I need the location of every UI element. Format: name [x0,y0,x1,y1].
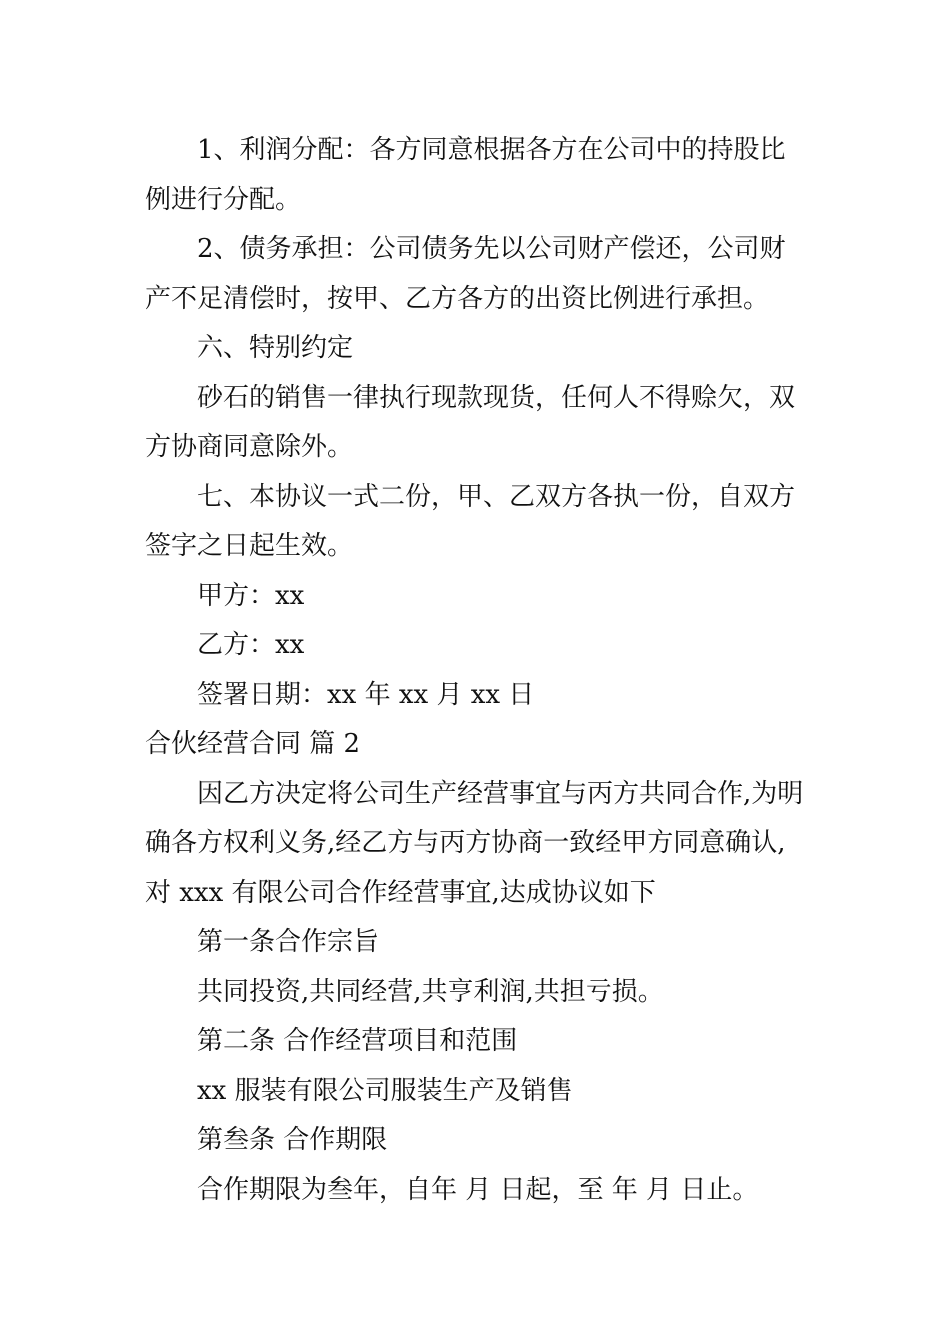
party-b-line: 乙方：xx [197,630,305,660]
paragraph-profit-distribution: 1、利润分配：各方同意根据各方在公司中的持股比例进行分配。 [145,135,786,215]
paragraph-sand-sales: 砂石的销售一律执行现款现货，任何人不得赊欠，双方协商同意除外。 [145,382,796,462]
paragraph-copies-effective: 七、本协议一式二份，甲、乙双方各执一份，自双方签字之日起生效。 [145,481,796,561]
article-2-heading: 第二条 合作经营项目和范围 [197,1026,518,1056]
article-3-body: 合作期限为叁年，自年 月 日起，至 年 月 日止。 [197,1174,759,1205]
section-title: 合伙经营合同 篇 2 [145,729,361,759]
article-1-heading: 第一条合作宗旨 [197,927,380,957]
paragraph-preamble: 因乙方决定将公司生产经营事宜与丙方共同合作,为明确各方权利义务,经乙方与丙方协商一致经甲方同意确认,对 xxx 有限公司合作经营事宜,达成协议如下 [145,778,804,908]
party-a-line: 甲方：xx [197,580,305,611]
article-3-heading: 第叁条 合作期限 [197,1125,388,1155]
heading-special-agreement: 六、特别约定 [197,333,354,363]
signing-date-line: 签署日期：xx 年 xx 月 xx 日 [197,679,535,710]
article-1-body: 共同投资,共同经营,共亨利润,共担亏损。 [197,976,664,1007]
paragraph-debt-bearing: 2、债务承担：公司债务先以公司财产偿还，公司财产不足清偿时，按甲、乙方各方的出资比例进行承担。 [145,234,786,314]
document-body [145,126,810,1215]
article-2-body: xx 服装有限公司服装生产及销售 [197,1075,573,1106]
